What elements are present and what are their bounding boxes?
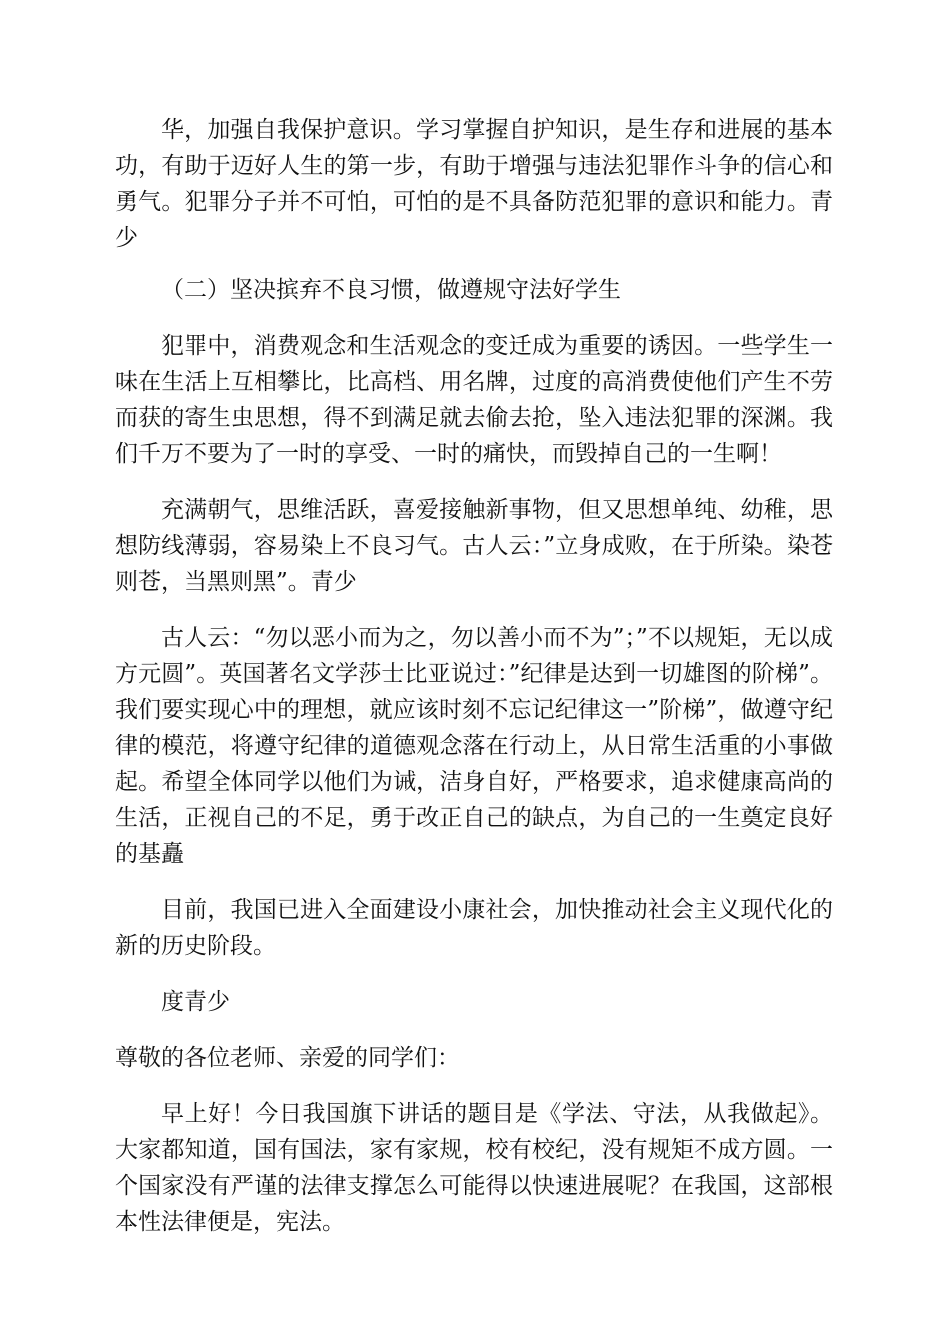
paragraph-6: 度青少 (161, 989, 230, 1015)
paragraph-5: 目前，我国已进入全面建设小康社会，加快推动社会主义现代化的新的历史阶段。 (115, 897, 833, 959)
paragraph-1: 华，加强自我保护意识。学习掌握自护知识，是生存和进展的基本功，有助于迈好人生的第一步，有助于增强与违法犯罪作斗争的信心和勇气。犯罪分子并不可怕，可怕的是不具备防范犯罪的意识和能力。青少 (115, 117, 833, 251)
paragraph-3: 充满朝气，思维活跃，喜爱接触新事物，但又思想单纯、幼稚，思想防线薄弱，容易染上不良习气。古人云：”立身成败，在于所染。染苍则苍，当黑则黑”。青少 (115, 497, 833, 595)
paragraph-4: 古人云：“勿以恶小而为之，勿以善小而不为”；”不以规矩，无以成方元圆”。英国著名文学莎士比亚说过：”纪律是达到一切雄图的阶梯”。我们要实现心中的理想，就应该时刻不忘记纪律这一”阶梯”，做遵守纪律的模范，将遵守纪律的道德观念落在行动上，从日常生活重的小事做起。希望全体同学以他们为诫，洁身自好，严格要求，追求健康高尚的生活，正视自己的不足，勇于改正自己的缺点，为自己的一生奠定良好的基矗 (115, 625, 833, 867)
salutation: 尊敬的各位老师、亲爱的同学们： (115, 1045, 460, 1071)
document-page (115, 112, 833, 1240)
paragraph-2: 犯罪中，消费观念和生活观念的变迁成为重要的诱因。一些学生一味在生活上互相攀比，比高档、用名牌，过度的高消费使他们产生不劳而获的寄生虫思想，得不到满足就去偷去抢，坠入违法犯罪的深渊。我们千万不要为了一时的享受、一时的痛快，而毁掉自己的一生啊！ (115, 333, 833, 467)
section-heading: （二）坚决摈弃不良习惯，做遵规守法好学生 (161, 277, 621, 303)
paragraph-8: 早上好！今日我国旗下讲话的题目是《学法、守法，从我做起》。大家都知道，国有国法，家有家规，校有校纪，没有规矩不成方圆。一个国家没有严谨的法律支撑怎么可能得以快速进展呢？在我国，这部根本性法律便是，宪法。 (115, 1101, 833, 1235)
